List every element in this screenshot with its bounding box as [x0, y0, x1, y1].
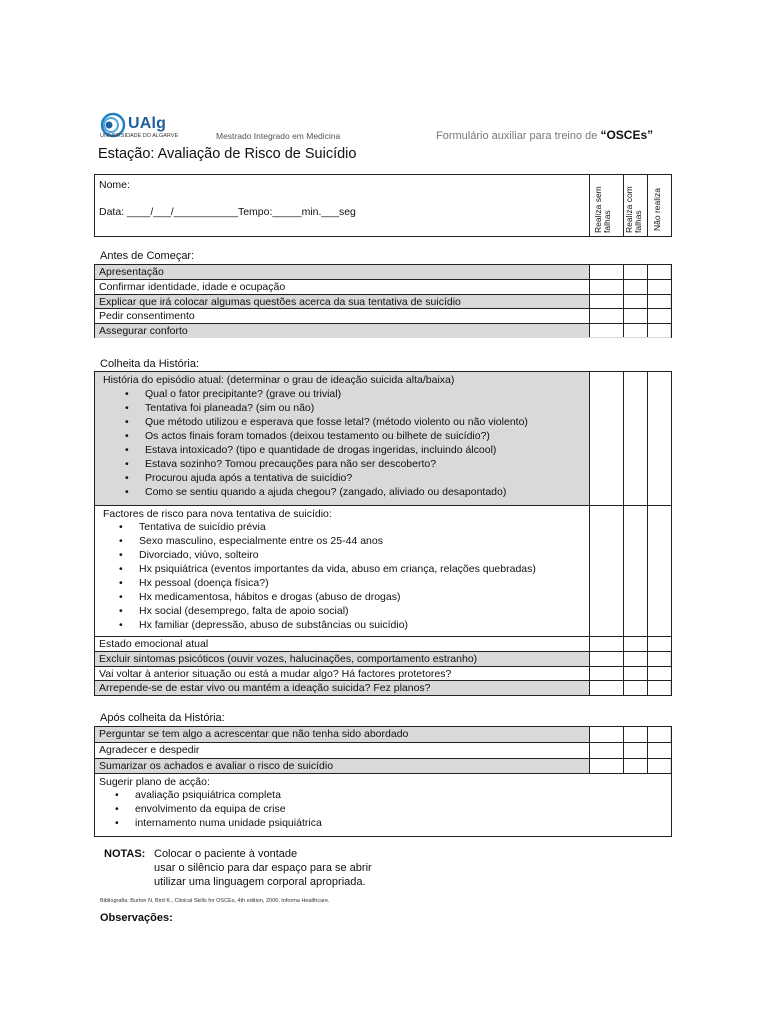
list-item: • Hx familiar (depressão, abuso de substâncias ou suicídio) [119, 619, 409, 631]
col-divider [589, 175, 590, 236]
checkbox-area[interactable] [590, 372, 670, 504]
row-label: Estado emocional atual [99, 638, 209, 650]
table-row [95, 680, 671, 695]
table-row [95, 742, 671, 757]
col-header-realiza-com-falhas: Realiza com falhas [624, 186, 643, 233]
list-item: • envolvimento da equipa de crise [115, 803, 286, 815]
list-item: • Hx social (desemprego, falta de apoio social) [119, 605, 349, 617]
row-label: Pedir consentimento [99, 310, 195, 322]
list-item: • Os actos finais foram tomados (deixou testamento ou bilhete de suicídio?) [125, 430, 490, 442]
table-row [95, 265, 671, 280]
col-divider [623, 372, 624, 695]
checkbox-area[interactable] [590, 727, 670, 773]
info-box [94, 174, 672, 237]
table-row [95, 727, 671, 742]
name-label: Nome: [99, 179, 130, 191]
list-item: • Tentativa foi planeada? (sim ou não) [125, 402, 315, 414]
page-title: Estação: Avaliação de Risco de Suicídio [98, 146, 357, 162]
list-item: • avaliação psiquiátrica completa [115, 789, 281, 801]
list-item: • Divorciado, viúvo, solteiro [119, 549, 259, 561]
list-item: • Estava intoxicado? (tipo e quantidade de drogas ingeridas, incluindo álcool) [125, 444, 497, 456]
plano-block [95, 773, 671, 836]
row-label: Excluir sintomas psicóticos (ouvir vozes, halucinações, comportamento estranho) [99, 653, 478, 665]
col-divider [589, 265, 590, 337]
row-label: Sumarizar os achados e avaliar o risco de suicídio [99, 760, 334, 772]
col-header-nao-realiza: Não realiza [652, 188, 662, 231]
form-label-text: Formulário auxiliar para treino de [436, 130, 601, 142]
list-item: • Hx pessoal (doença física?) [119, 577, 269, 589]
col-divider [623, 727, 624, 773]
list-item: • Qual o fator precipitante? (grave ou trivial) [125, 388, 342, 400]
col-divider [623, 265, 624, 337]
table-row [95, 758, 671, 773]
risco-block [95, 505, 671, 636]
episodio-head: História do episódio atual: (determinar o grau de ideação suicida alta/baixa) [103, 374, 455, 386]
logo-course: Mestrado Integrado em Medicina [216, 131, 341, 141]
section-colheita-label: Colheita da História: [100, 358, 200, 370]
list-item: • Que método utilizou e esperava que fosse letal? (método violento ou não violento) [125, 416, 528, 428]
checkbox-area[interactable] [590, 265, 670, 337]
table-row [95, 279, 671, 294]
plano-head: Sugerir plano de acção: [99, 776, 210, 788]
ualg-logo [100, 112, 340, 144]
notas-line: Colocar o paciente à vontade [154, 848, 298, 860]
table-row [95, 636, 671, 651]
list-item: • internamento numa unidade psiquiátrica [115, 817, 322, 829]
risco-head: Factores de risco para nova tentativa de suicídio: [103, 508, 332, 520]
antes-table [94, 264, 672, 338]
list-item: • Estava sozinho? Tomou precauções para não ser descoberto? [125, 458, 437, 470]
table-row [95, 651, 671, 666]
colheita-table [94, 371, 672, 696]
notas-line: utilizar uma linguagem corporal apropriada. [154, 876, 366, 888]
col-divider [647, 265, 648, 337]
list-item: • Tentativa de suicídio prévia [119, 521, 266, 533]
table-row [95, 308, 671, 323]
col-divider [647, 727, 648, 773]
row-label: Confirmar identidade, idade e ocupação [99, 281, 286, 293]
col-header-realiza-sem-falhas: Realiza sem falhas [593, 186, 612, 233]
list-item: • Como se sentiu quando a ajuda chegou? (zangado, aliviado ou desapontado) [125, 486, 507, 498]
row-label: Vai voltar à anterior situação ou está a mudar algo? Há factores protetores? [99, 668, 452, 680]
form-label-osces: “OSCEs” [600, 128, 654, 142]
row-label: Perguntar se tem algo a acrescentar que não tenha sido abordado [99, 728, 409, 740]
table-row [95, 323, 671, 338]
bibliography: Bibliografia: Burton N, Bird K., Clinical Skills for OSCEs, 4th edition, 2006, Informa Healthcare. [100, 898, 330, 904]
col-divider [589, 372, 590, 695]
section-antes-label: Antes de Começar: [100, 250, 195, 262]
table-row [95, 294, 671, 309]
col-divider [647, 372, 648, 695]
row-label: Apresentação [99, 266, 164, 278]
logo-university: UNIVERSIDADE DO ALGARVE [100, 133, 179, 139]
date-time-line[interactable]: Data: ____/___/___________Tempo:_____min.___seg [99, 206, 356, 218]
episodio-block [95, 372, 589, 505]
list-item: • Procurou ajuda após a tentativa de suicídio? [125, 472, 353, 484]
form-label [436, 128, 653, 142]
row-label: Arrepende-se de estar vivo ou mantém a ideação suicida? Fez planos? [99, 682, 431, 694]
row-label: Explicar que irá colocar algumas questões acerca da sua tentativa de suicídio [99, 296, 461, 308]
list-item: • Hx medicamentosa, hábitos e drogas (abuso de drogas) [119, 591, 401, 603]
apos-table [94, 726, 672, 837]
notas-label: NOTAS: [104, 848, 146, 860]
col-divider [647, 175, 648, 236]
logo-name: UAlg [128, 115, 167, 132]
list-item: • Hx psiquiátrica (eventos importantes da vida, abuso em criança, relações quebradas) [119, 563, 536, 575]
list-item: • Sexo masculino, especialmente entre os 25-44 anos [119, 535, 383, 547]
section-apos-label: Após colheita da História: [100, 712, 225, 724]
col-divider [589, 727, 590, 773]
row-label: Assegurar conforto [99, 325, 188, 337]
notas-line: usar o silêncio para dar espaço para se abrir [154, 862, 372, 874]
row-label: Agradecer e despedir [99, 744, 200, 756]
table-row [95, 666, 671, 681]
observacoes-label: Observações: [100, 912, 173, 924]
